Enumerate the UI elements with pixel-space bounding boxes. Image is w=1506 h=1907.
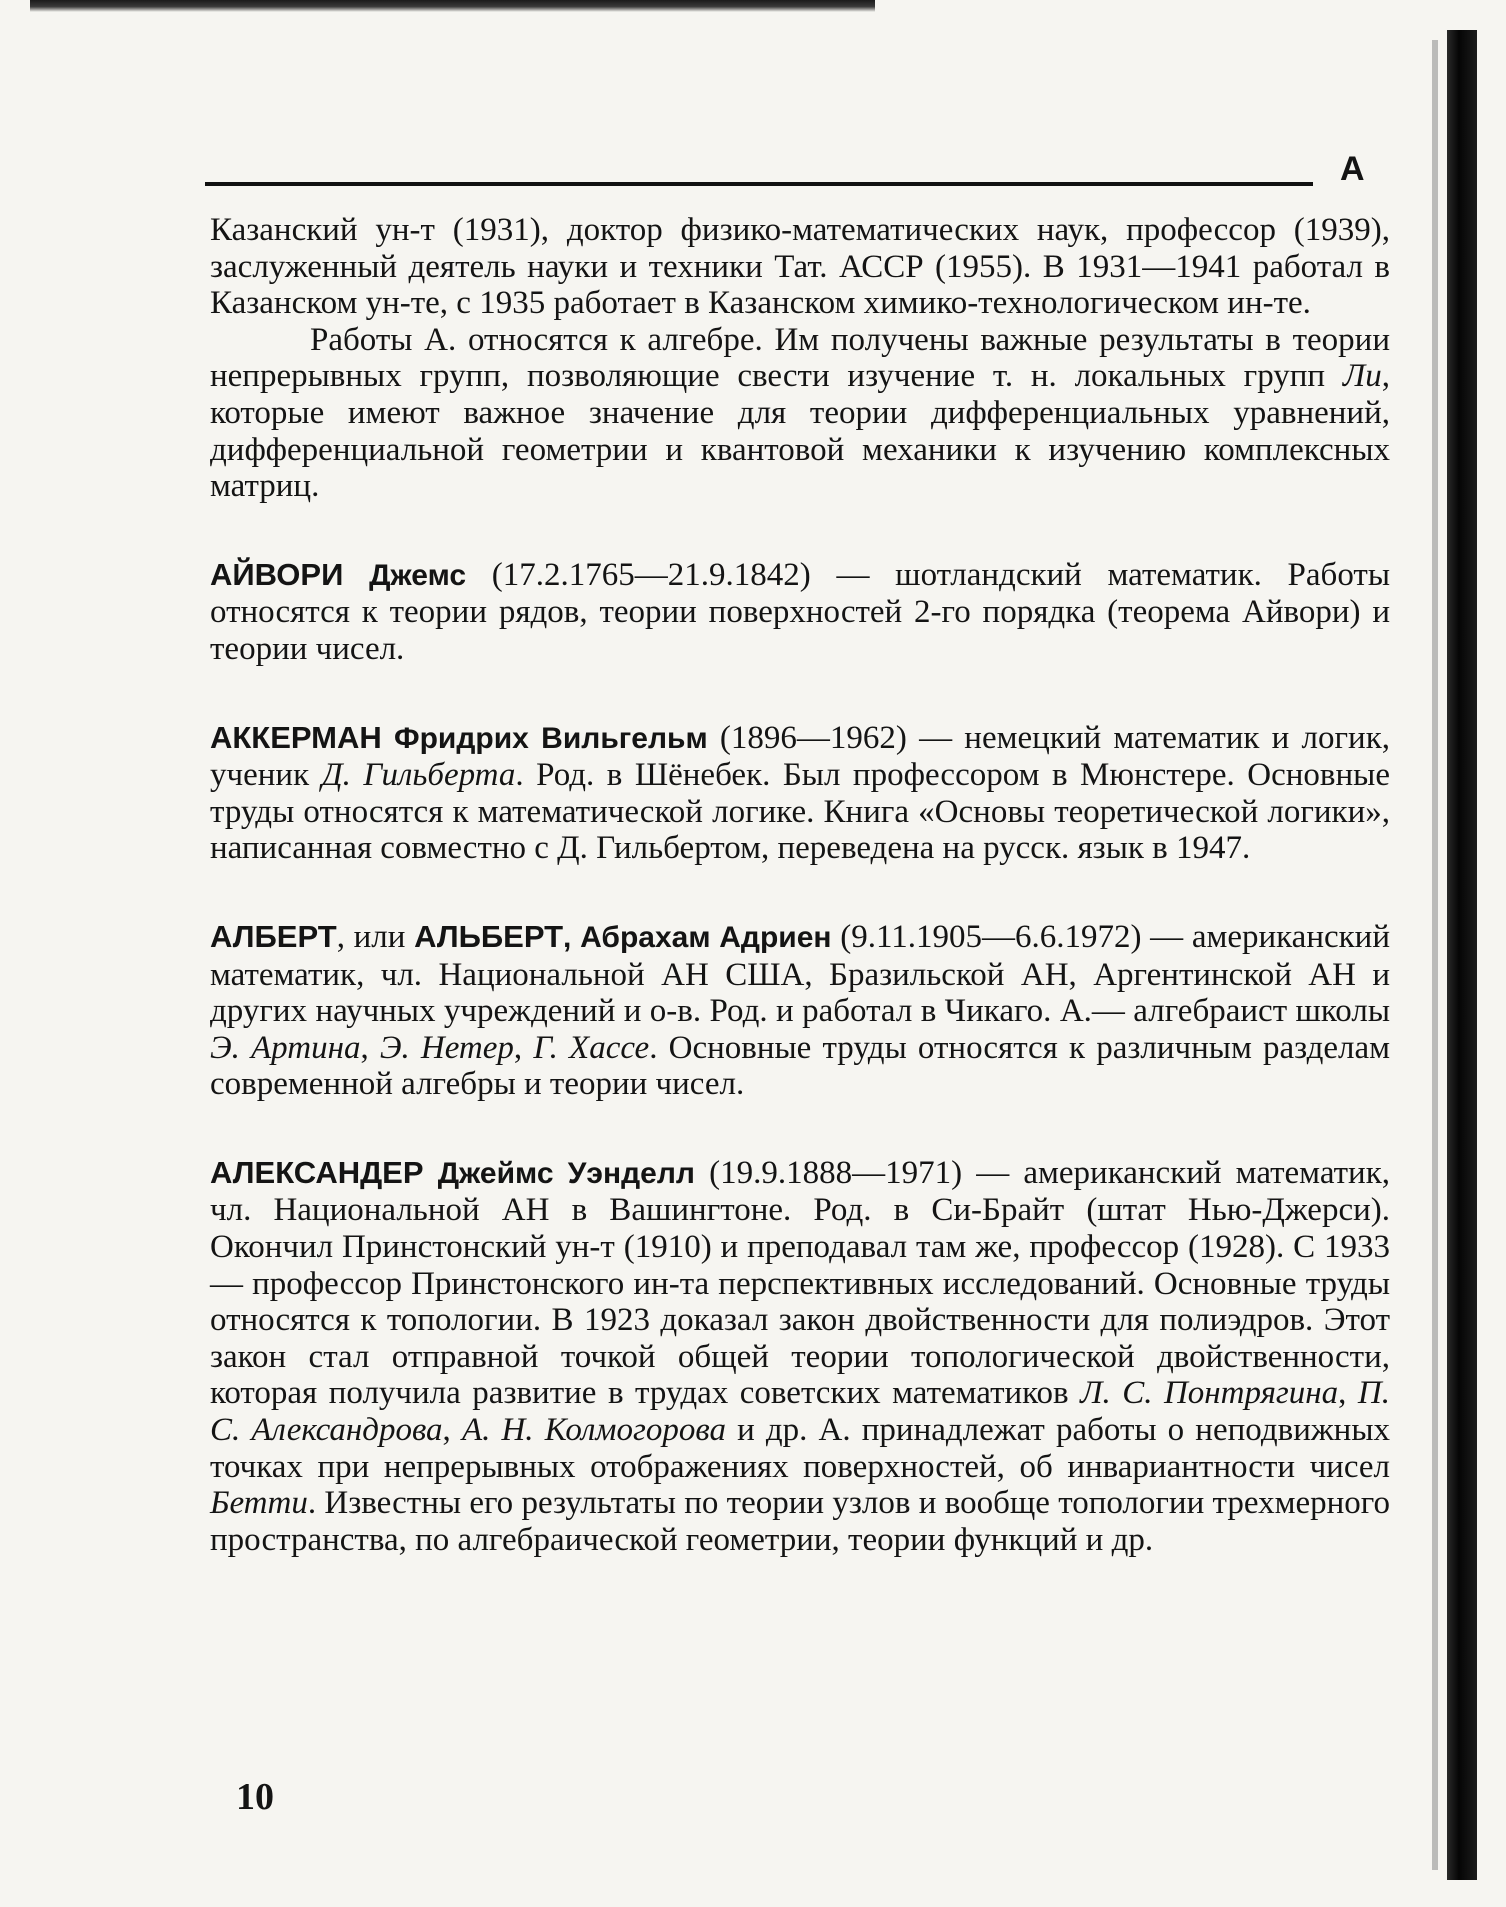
entry-surname: АККЕРМАН bbox=[210, 719, 382, 755]
scan-binding-shadow bbox=[1432, 40, 1438, 1870]
separator: , bbox=[442, 1412, 462, 1449]
entry-surname: АЛБЕРТ bbox=[210, 918, 337, 954]
italic-name: Бетти bbox=[210, 1485, 308, 1522]
separator: , bbox=[360, 1029, 380, 1066]
entry-text: (19.9.1888—1971) — американский математик, чл. Национальной АН в Вашингтоне. Род. в Си-Брайт (штат Нью-Джерси). Окончил Принстонский ун-т (1910) и преподавал там же, профессор (1928). С 1933 — профессор Принстонского ин-та перспективных исследований. Основные труды относятся к топологии. В 1923 доказал закон двойственности для полиэдров. Этот закон стал отправной точкой общей теории топологической двойственности, которая получила развитие в трудах советских математиков bbox=[210, 1154, 1390, 1412]
entry-ivory bbox=[210, 557, 1390, 668]
entry-text: и др. А. принадлежат работы о неподвижных точках при непрерывных отображениях поверхностей, об инвариантности чисел bbox=[210, 1412, 1390, 1485]
italic-name: Г. Хассе bbox=[533, 1029, 650, 1066]
italic-name: Л. С. Понтрягина bbox=[1080, 1375, 1339, 1412]
entry-albert bbox=[210, 919, 1390, 1103]
entry-text: (9.11.1905—6.6.1972) — американский математик, чл. Национальной АН США, Бразильской АН, Аргентинской АН и других научных учреждений и о-в. Род. и работал в Чикаго. А.— алгебраист школы bbox=[210, 918, 1390, 1030]
intro-paragraph-2 bbox=[210, 322, 1390, 505]
entry-given-name: , Абрахам Адриен bbox=[563, 920, 832, 954]
italic-name: Э. Нетер bbox=[379, 1029, 514, 1066]
italic-name: Д. Гильберта bbox=[321, 757, 516, 794]
entry-surname: АЙВОРИ bbox=[210, 556, 344, 592]
italic-name: П. С. Александрова bbox=[210, 1375, 1390, 1449]
entry-given-name: Джемс bbox=[369, 558, 467, 592]
entry-text: , или bbox=[336, 918, 415, 955]
entry-given-name: Фридрих Вильгельм bbox=[394, 721, 708, 755]
entry-text: (17.2.1765—21.9.1842) — шотландский математик. Работы относятся к теории рядов, теории поверхностей 2-го порядка (теорема Айвори) и теории чисел. bbox=[210, 556, 1390, 667]
entry-text: . Род. в Шёнебек. Был профессором в Мюнстере. Основные труды относятся к математической логике. Книга «Основы теоретической логики», написанная совместно с Д. Гильбертом, переведена на русск. язык в 1947. bbox=[210, 757, 1390, 867]
intro-paragraph-1: Казанский ун-т (1931), доктор физико-математических наук, профессор (1939), заслуженный деятель науки и техники Тат. АССР (1955). В 1931—1941 работал в Казанском ун-те, с 1935 работает в Казанском химико-технологическом ин-те. bbox=[210, 212, 1390, 322]
header-rule bbox=[205, 182, 1313, 186]
entry-text: . Основные труды относятся к различным разделам современной алгебры и теории чисел. bbox=[210, 1029, 1391, 1103]
entry-surname: АЛЕКСАНДЕР bbox=[210, 1154, 424, 1190]
text-column bbox=[210, 212, 1390, 1558]
entry-given-name: Джеймс Уэнделл bbox=[437, 1156, 695, 1190]
separator: , bbox=[1338, 1375, 1358, 1412]
page-number: 10 bbox=[236, 1776, 274, 1818]
intro-text: , которые имеют важное значение для теории дифференциальных уравнений, дифференциальной геометрии и квантовой механики к изучению комплексных матриц. bbox=[210, 358, 1390, 505]
entry-alexander bbox=[210, 1155, 1390, 1559]
intro-text: Работы А. относятся к алгебре. Им получены важные результаты в теории непрерывных групп, позволяющие свести изучение т. н. локальных групп bbox=[210, 321, 1390, 395]
scan-right-edge bbox=[1447, 30, 1477, 1880]
entry-text: . Известны его результаты по теории узлов и вообще топологии трехмерного пространства, по алгебраической геометрии, теории функций и др. bbox=[210, 1485, 1390, 1558]
entry-ackermann bbox=[210, 720, 1390, 867]
entry-text: (1896—1962) — немецкий математик и логик, ученик bbox=[210, 719, 1390, 794]
italic-name: Э. Артина bbox=[210, 1029, 361, 1066]
entry-surname-alt: АЛЬБЕРТ bbox=[414, 918, 564, 954]
italic-name: А. Н. Колмогорова bbox=[461, 1412, 726, 1449]
scan-top-edge bbox=[30, 0, 875, 12]
separator: , bbox=[513, 1029, 534, 1066]
italic-name: Ли bbox=[1342, 358, 1382, 395]
section-letter: А bbox=[1340, 150, 1365, 188]
